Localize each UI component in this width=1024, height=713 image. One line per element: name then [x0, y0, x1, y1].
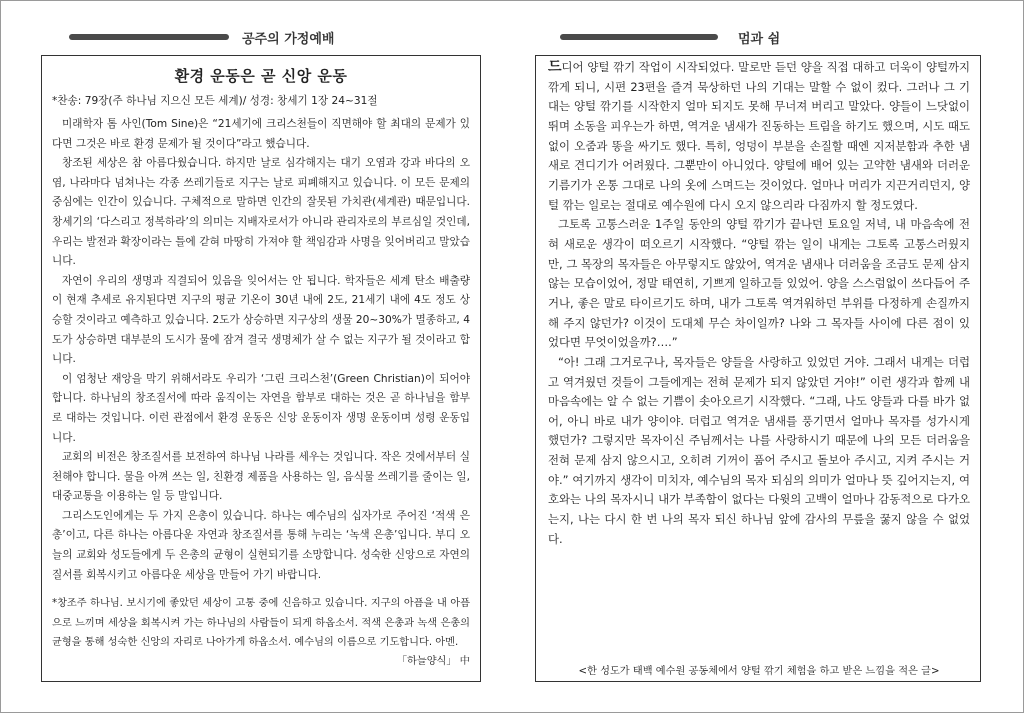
- left-article-box: [41, 55, 481, 682]
- source-citation: 「하늘양식」 中: [396, 656, 470, 668]
- article-paragraph: 미래학자 톰 사인(Tom Sine)은 “21세기에 크리스천들이 직면해야 할 최대의 문제가 있다면 그것은 바로 환경 문제가 될 것이다”라고 했습니다.: [52, 118, 470, 150]
- story-caption: <한 성도가 태백 예수원 공동체에서 양털 깎기 체험을 하고 받은 느낌을 적은 글>: [578, 666, 940, 677]
- article-paragraph: 교회의 비전은 창조질서를 보전하여 하나님 나라를 세우는 것입니다. 작은 것에서부터 실천해야 합니다. 물을 아껴 쓰는 일, 친환경 제품을 사용하는 일, 음식물 쓰레기를 줄이는 일, 대중교통을 이용하는 일 등 말입니다.: [52, 451, 470, 503]
- story-paragraph: “아! 그래 그거로구나, 목자들은 양들을 사랑하고 있었던 거야. 그래서 내게는 더럽고 역겨웠던 것들이 그들에게는 전혀 문제가 되지 않았던 거야!” 이런 생각과 함께 내 마음속에는 알 수 없는 기쁨이 솟아오르기 시작했다. “그래, 나도 양들과 다를 바가 없어, 아니 바로 내가 양이야. 더럽고 역겨운 냄새를 풍기면서 얼마나 목자를 성가시게 했던가? 그렇지만 목자이신 주님께서는 나를 사랑하시기 때문에 나의 모든 더러움을 전혀 문제 삼지 않으시고, 오히려 기꺼이 품어 주시고 돌보아 주시고, 지켜 주시는 거야.” 여기까지 생각이 미치자, 예수님의 목자 되심의 의미가 얼마나 뜻 깊어지는지, 여호와는 나의 목자시니 내가 부족함이 없다는 다윗의 고백이 얼마나 감동적으로 다가오는지, 나는 다시 한 번 나의 목자 되신 하나님 앞에 감사의 무릎을 꿇지 않을 수 없었다.: [548, 354, 970, 546]
- article-paragraph: 이 엄청난 재앙을 막기 위해서라도 우리가 ‘그린 크리스천’(Green Christian)이 되어야 합니다. 하나님의 창조질서에 따라 움직이는 자연을 함부로 대하는 것은 곧 하나님을 함부로 대하는 것입니다. 이런 관점에서 환경 운동은 신앙 운동이자 생명 운동이며 성령 운동입니다.: [52, 372, 470, 444]
- article-paragraph: 창조된 세상은 참 아름다웠습니다. 하지만 날로 심각해지는 대기 오염과 강과 바다의 오염, 나라마다 넘쳐나는 각종 쓰레기들로 지구는 날로 피폐해지고 있습니다. 이 모든 문제의 중심에는 인간이 있습니다. 구체적으로 말하면 인간의 잘못된 가치관(세계관) 때문입니다. 창세기의 ‘다스리고 정복하라’의 의미는 지배자로서가 아니라 관리자로의 부르심일 것인데, 우리는 발전과 확장이라는 틀에 갇혀 마땅히 가져야 할 책임감과 사명을 잊어버리고 말았습니다.: [52, 157, 470, 268]
- left-header-title: 공주의 가정예배: [242, 32, 335, 47]
- article-paragraph: 그리스도인에게는 두 가지 은총이 있습니다. 하나는 예수님의 십자가로 주어진 ‘적색 은총’이고, 다른 하나는 아름다운 자연과 창조질서를 통해 누리는 ‘녹색 은총’입니다. 부디 오늘의 교회와 성도들에게 두 은총의 균형이 실현되기를 소망합니다. 성숙한 신앙으로 자연의 질서를 회복시키고 아름다운 세상을 만들어 가기 바랍니다.: [52, 509, 470, 581]
- drop-cap: 드: [548, 59, 562, 75]
- prayer-text: [52, 594, 470, 668]
- article-title: 환경 운동은 곧 신앙 운동: [174, 67, 348, 85]
- story-paragraph-text: 디어 양털 깎기 작업이 시작되었다. 말로만 듣던 양을 직접 대하고 더욱이 양털까지 깎게 되니, 시편 23편을 즐겨 묵상하던 나의 기대는 말할 수 없이 컸다. 그러나 그 기대는 양털 깎기를 시작한지 얼마 되지도 못해 무너져 버리고 말았다. 양들이 느닷없이 뛰며 소동을 피우는가 하면, 역겨운 냄새가 진동하는 트림을 하기도 했으며, 시도 때도 없이 오줌과 똥을 싸기도 했다. 특히, 엉덩이 부분을 손질할 때엔 지저분함과 추한 냄새로 견디기가 어려웠다. 그뿐만이 아니었다. 양털에 배어 있는 고약한 냄새와 더러운 기름기가 온통 그대로 나의 옷에 스며드는 것이었다. 얼마나 머리가 지끈거리던지, 양털 깎는 일로는 절대로 예수원에 다시 오지 않으리라 다짐까지 할 정도였다.: [548, 60, 970, 212]
- article-paragraph: 자연이 우리의 생명과 직결되어 있음을 잊어서는 안 됩니다. 학자들은 세계 탄소 배출량이 현재 추세로 유지된다면 지구의 평균 기온이 30년 내에 2도, 21세기 내에 4도 정도 상승할 것이라고 예측하고 있습니다. 2도가 상승하면 지구상의 생물 20~30%가 멸종하고, 4도가 상승하면 대부분의 도시가 물에 잠겨 결국 생명체가 살 수 없는 지구가 될 것이라고 합니다.: [52, 274, 470, 366]
- right-article-box: [535, 55, 981, 682]
- right-header-bar: [560, 34, 718, 40]
- left-header-bar: [69, 34, 229, 40]
- story-paragraph: 그토록 고통스러운 1주일 동안의 양털 깎기가 끝나던 토요일 저녁, 내 마음속에 전혀 새로운 생각이 떠오르기 시작했다. “양털 깎는 일이 내게는 그토록 고통스러웠지만, 그 목장의 목자들은 아무렇지도 않았어, 역겨운 냄새나 더러움을 조금도 문제 삼지 않는 모습이었어, 정말 태연히, 기쁘게 일하고들 있었어. 양을 스스럼없이 쓰다듬어 주거나, 좋은 말로 타이르기도 하며, 내가 그토록 역겨워하던 부위를 다정하게 손질까지 해 주지 않던가? 이것이 도대체 무슨 차이일까? 나와 그 목자들 사이에 다른 점이 있었다면 무엇이었을까?….”: [548, 217, 970, 350]
- hymn-scripture-line: *찬송: 79장(주 하나님 지으신 모든 세계)/ 성경: 창세기 1장 24~31절: [52, 95, 378, 107]
- story-paragraph: [548, 58, 970, 215]
- prayer-body: *창조주 하나님. 보시기에 좋았던 세상이 고통 중에 신음하고 있습니다. 지구의 아픔을 내 아픔으로 느끼며 세상을 회복시켜 가는 하나님의 사람들이 되게 하옵소서. 적색 은총과 녹색 은총의 균형을 통해 성숙한 신앙의 자리로 나아가게 하옵소서. 예수님의 이름으로 기도합니다. 아멘.: [52, 598, 470, 649]
- right-header-title: 멈과 쉼: [738, 32, 781, 47]
